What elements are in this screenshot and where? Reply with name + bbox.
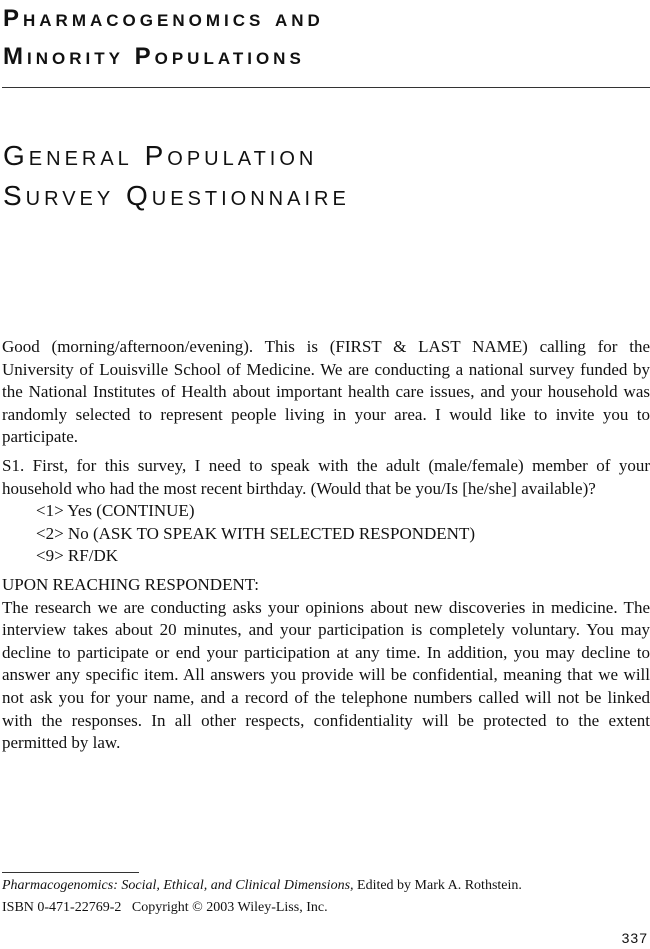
respondent-paragraph: The research we are conducting asks your opinions about new discoveries in medicine. The interview takes about 20 minutes, and your participation is completely voluntary. You may decline to participate or end your participation at any time. In addition, you may decline to answer any specific item. All answers you provide will be confidential, meaning that we will not ask you for your name, and a record of the telephone numbers called will not be linked with the responses. In all other respects, confidentiality will be protected to the extent permitted by law. [2, 597, 650, 753]
section-title [3, 136, 643, 216]
copyright: Copyright © 2003 Wiley-Liss, Inc. [131, 900, 328, 915]
chapter-title-line-2: Minority Populations [3, 43, 305, 70]
answer-option: <1> Yes (CONTINUE) [36, 501, 195, 521]
book-citation [2, 875, 650, 897]
survey-body [2, 336, 650, 755]
section-title-line-1: General Population [3, 140, 318, 171]
copyright-line [2, 897, 650, 919]
section-title-line-2: Survey Questionnaire [3, 180, 350, 211]
chapter-title [3, 0, 643, 76]
footnote-divider [2, 872, 139, 873]
chapter-title-line-1: Pharmacogenomics and [3, 5, 324, 32]
book-title: Pharmacogenomics: Social, Ethical, and Clinical Dimensions, [2, 878, 354, 893]
answer-option: <9> RF/DK [36, 546, 118, 566]
question-s1-text: S1. First, for this survey, I need to speak with the adult (male/female) member of your household who had the most recent birthday. (Would that be you/Is [he/she] available)? [2, 455, 650, 498]
chapter-divider [2, 87, 650, 88]
answer-option: <2> No (ASK TO SPEAK WITH SELECTED RESPONDENT) [36, 523, 475, 543]
footnote [2, 875, 650, 919]
book-editor: Edited by Mark A. Rothstein. [353, 878, 522, 893]
intro-paragraph: Good (morning/afternoon/evening). This is (FIRST & LAST NAME) calling for the University of Louisville School of Medicine. We are conducting a national survey funded by the National Institutes of Health about important health care issues, and your household was randomly selected to represent people living in your area. I would like to invite you to participate. [2, 337, 650, 447]
page-number: 337 [621, 930, 648, 946]
isbn: ISBN 0-471-22769-2 [2, 900, 122, 915]
respondent-heading: UPON REACHING RESPONDENT: [2, 574, 260, 594]
